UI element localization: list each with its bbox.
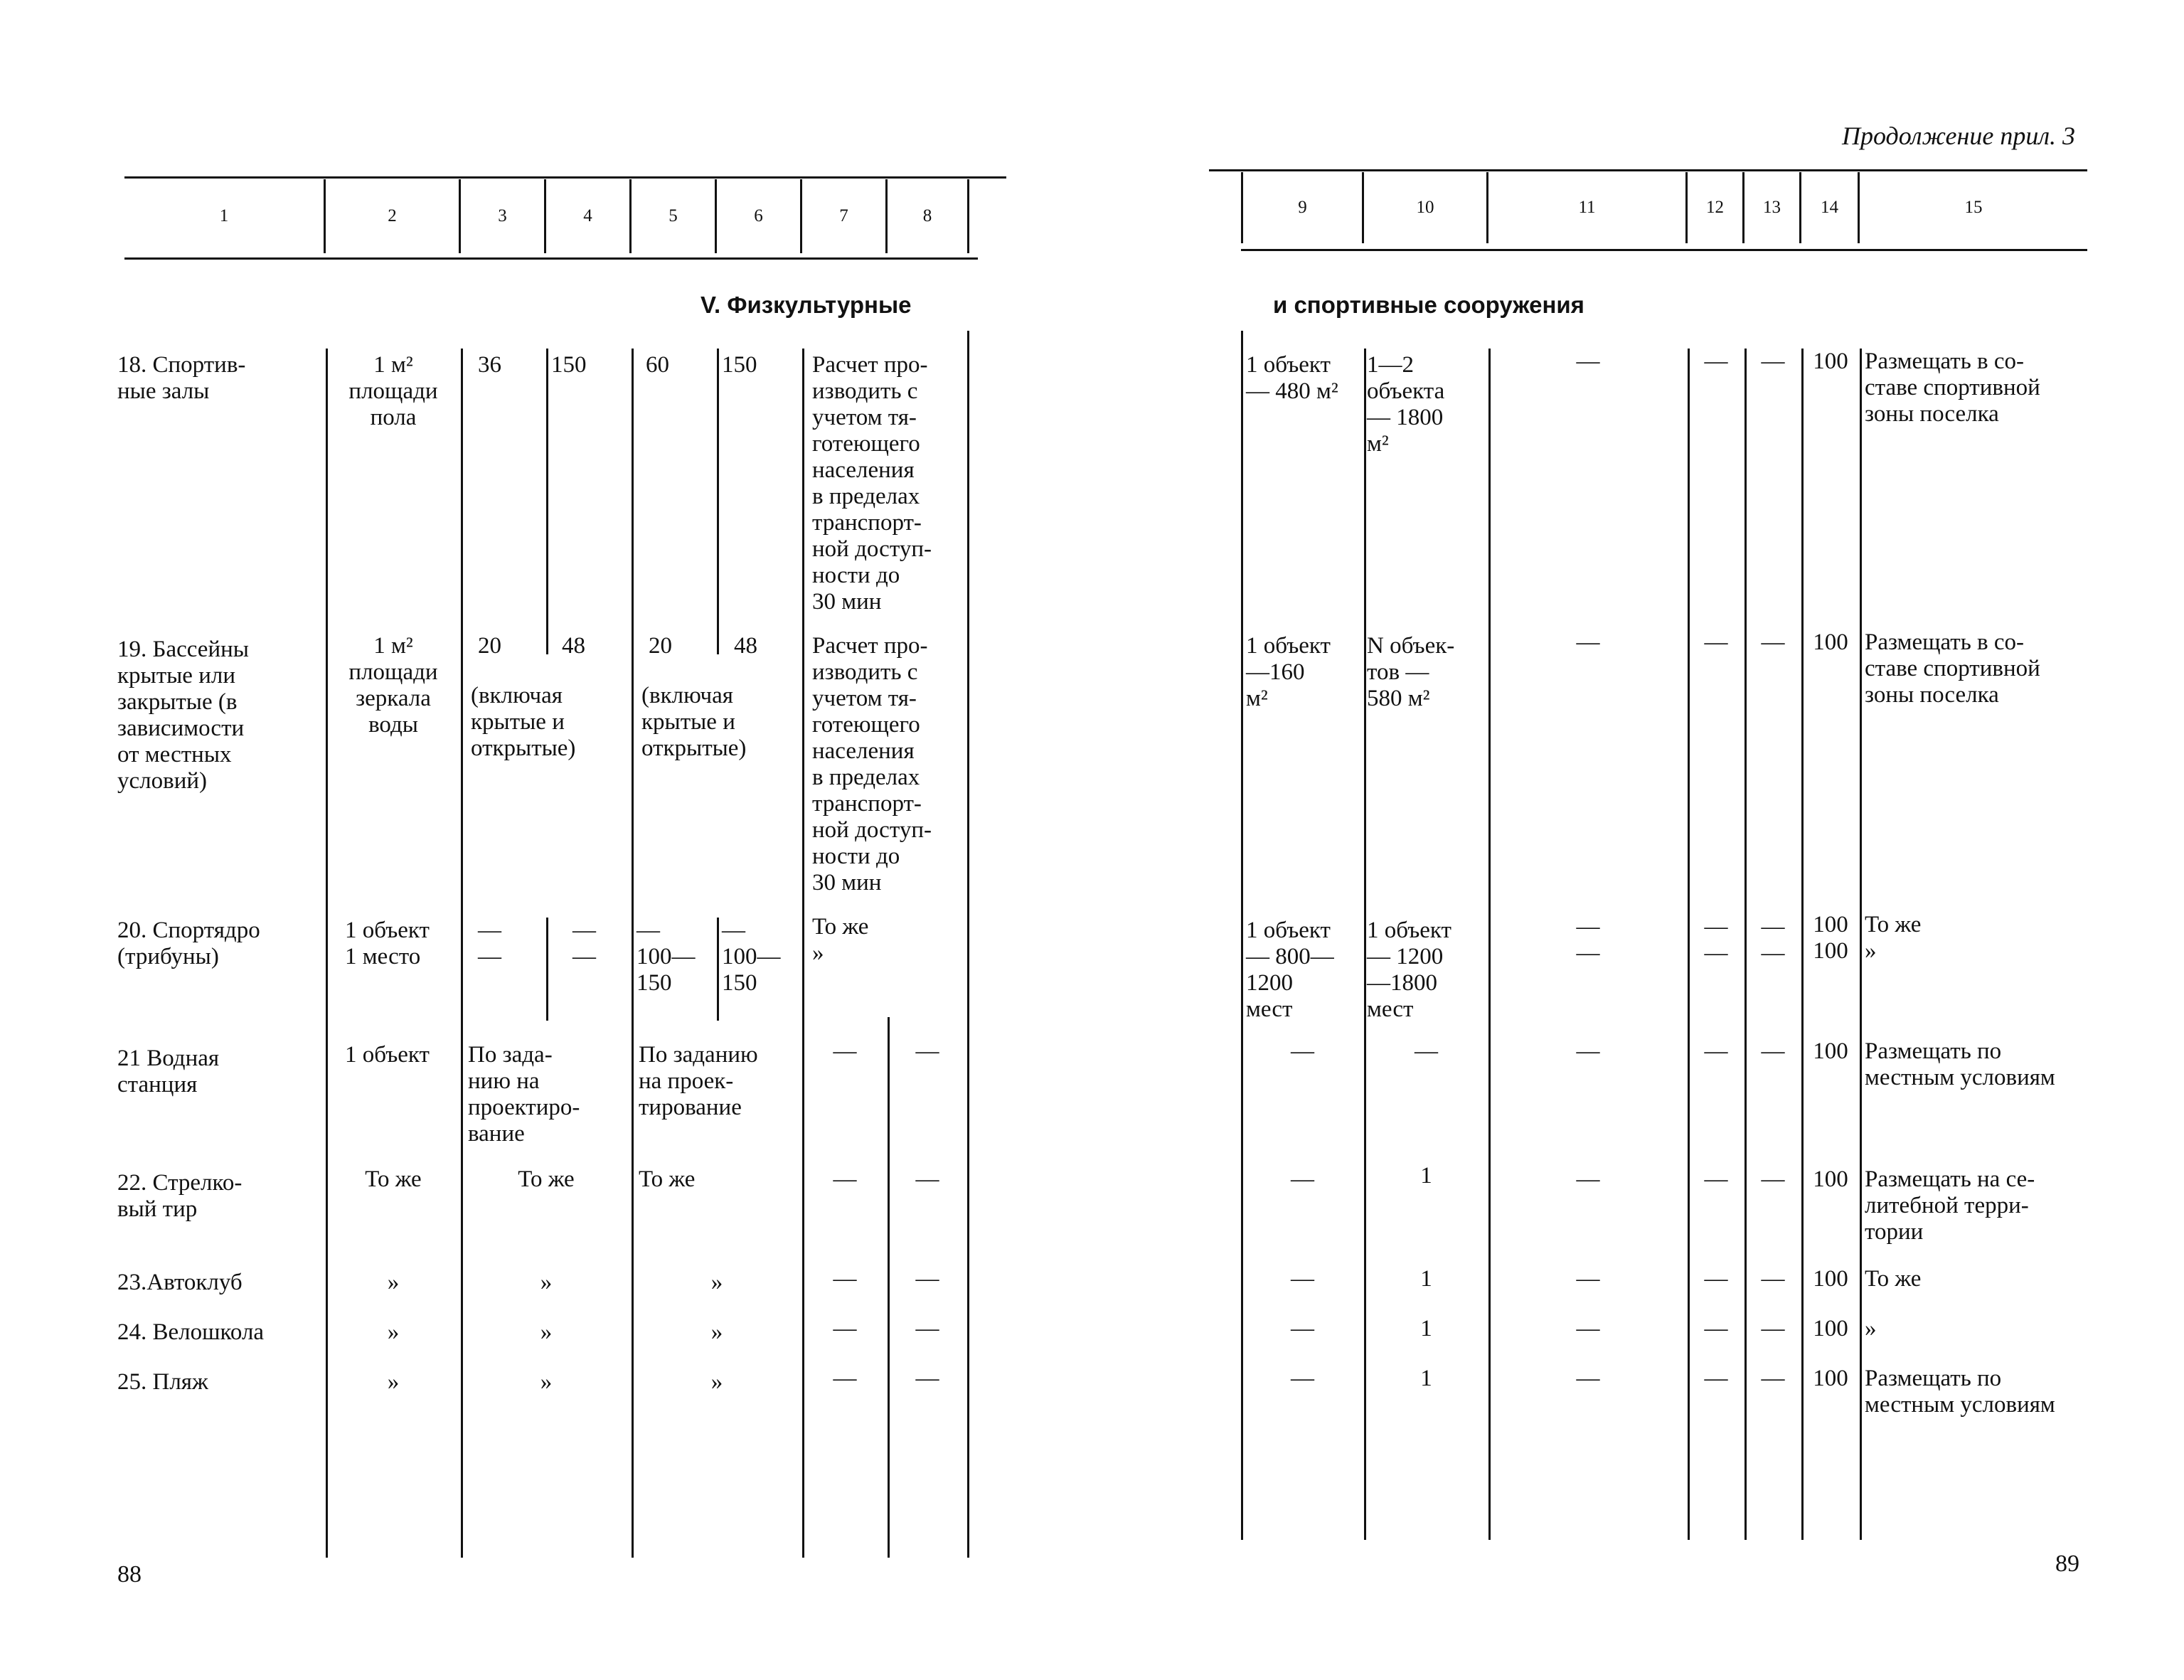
row20-name: 20. Спортядро (трибуны) — [117, 918, 260, 969]
row21-c34: По зада- нию на проектиро- вание — [468, 1042, 580, 1147]
row23-c34: » — [540, 1270, 553, 1295]
header-bottom-rule-right — [1241, 249, 2087, 251]
row21-unit: 1 объект — [345, 1042, 430, 1068]
row25-c7: — — [833, 1366, 857, 1391]
row23-c10: 1 — [1420, 1266, 1432, 1292]
body-sep-3-4-r18 — [546, 349, 548, 651]
row20-c6: — 100— 150 — [722, 918, 781, 996]
row23-c56: » — [710, 1270, 723, 1295]
row23-c12: — — [1704, 1266, 1728, 1292]
row18-c14: 100 — [1813, 349, 1848, 374]
col-header-8: 8 — [922, 206, 932, 225]
row24-c14: 100 — [1813, 1316, 1848, 1341]
row25-c56: » — [710, 1369, 723, 1395]
col-header-14: 14 — [1821, 198, 1838, 217]
body-sep-5-6-r20 — [717, 918, 719, 1021]
col-header-3: 3 — [498, 206, 507, 225]
row19-c15: Размещать в со- ставе спортивной зоны поселка — [1865, 629, 2040, 708]
row19-c10: N объек- тов — 580 м² — [1367, 633, 1455, 711]
row18-c3: 36 — [478, 352, 501, 378]
row24-c34: » — [540, 1319, 553, 1345]
row25-c12: — — [1704, 1366, 1728, 1391]
row25-name: 25. Пляж — [117, 1369, 208, 1395]
row20-c78: То же » — [812, 914, 869, 966]
header-top-rule-right — [1209, 169, 2087, 171]
col-header-13: 13 — [1763, 198, 1781, 217]
row20-c10: 1 объект — 1200 —1800 мест — [1367, 918, 1451, 1022]
row21-c14: 100 — [1813, 1038, 1848, 1064]
hdr-sep — [967, 179, 969, 253]
row19-c9: 1 объект —160 м² — [1246, 633, 1331, 711]
row24-c8: — — [915, 1316, 939, 1341]
col-header-4: 4 — [583, 206, 592, 225]
row24-c11: — — [1576, 1316, 1600, 1341]
row24-c10: 1 — [1420, 1316, 1432, 1341]
col-header-15: 15 — [1964, 198, 1983, 217]
row18-c9: 1 объект — 480 м² — [1246, 352, 1338, 404]
row25-c13: — — [1761, 1366, 1785, 1391]
col-header-1: 1 — [219, 206, 229, 225]
row22-c14: 100 — [1813, 1166, 1848, 1192]
row18-c6: 150 — [722, 352, 757, 378]
row21-c7: — — [833, 1038, 857, 1064]
row21-c10: — — [1415, 1038, 1438, 1064]
row18-c10: 1—2 объекта — 1800 м² — [1367, 352, 1445, 457]
row25-c11: — — [1576, 1366, 1600, 1391]
row24-c13: — — [1761, 1316, 1785, 1341]
row21-name: 21 Водная станция — [117, 1046, 220, 1097]
col-header-7: 7 — [839, 206, 848, 225]
row20-c11: — — — [1576, 914, 1600, 966]
row21-c9: — — [1291, 1038, 1314, 1064]
row22-c8: — — [915, 1166, 939, 1192]
row23-unit: » — [387, 1270, 400, 1295]
header-bottom-rule-left — [124, 257, 978, 260]
row25-c15: Размещать по местным условиям — [1865, 1366, 2055, 1418]
row19-c14: 100 — [1813, 629, 1848, 655]
body-sep-14-15 — [1860, 349, 1862, 1540]
page-number-left: 88 — [117, 1561, 142, 1588]
col-header-5: 5 — [668, 206, 678, 225]
row20-c3: — — — [478, 918, 501, 969]
col-header-9: 9 — [1298, 198, 1307, 217]
row18-c15: Размещать в со- ставе спортивной зоны поселка — [1865, 349, 2040, 427]
col-header-12: 12 — [1706, 198, 1724, 217]
row23-c11: — — [1576, 1266, 1600, 1292]
row22-c10: 1 — [1420, 1163, 1432, 1189]
row18-name: 18. Спортив- ные залы — [117, 352, 246, 404]
row19-c4: 48 — [562, 633, 585, 659]
page-number-right: 89 — [2055, 1551, 2079, 1577]
body-sep-5-6-r19 — [717, 633, 719, 654]
row21-c8: — — [915, 1038, 939, 1064]
row20-c15: То же » — [1865, 912, 1922, 964]
col-header-2: 2 — [388, 206, 397, 225]
row24-c56: » — [710, 1319, 723, 1345]
row18-c78: Расчет про- изводить с учетом тя- готеющего населения в пределах транспорт- ной доступ- ности до 30 мин — [812, 352, 932, 615]
row22-c9: — — [1291, 1166, 1314, 1192]
row24-c12: — — [1704, 1316, 1728, 1341]
row22-name: 22. Стрелко- вый тир — [117, 1170, 243, 1222]
col-header-11: 11 — [1578, 198, 1596, 217]
body-sep-9-10 — [1364, 349, 1366, 1540]
row23-name: 23.Автоклуб — [117, 1270, 243, 1295]
row19-name: 19. Бассейны крытые или закрытые (в зависимости от местных условий) — [117, 637, 249, 794]
row22-c13: — — [1761, 1166, 1785, 1192]
row24-c15: » — [1865, 1316, 1877, 1341]
row21-c56: По заданию на проек- тирование — [639, 1042, 758, 1120]
body-sep-5-6-r18 — [717, 349, 719, 651]
row23-c14: 100 — [1813, 1266, 1848, 1292]
col-header-6: 6 — [754, 206, 763, 225]
row23-c13: — — [1761, 1266, 1785, 1292]
row20-c5: — 100— 150 — [636, 918, 696, 996]
row22-unit: То же — [365, 1166, 422, 1192]
row19-unit: 1 м² площади зеркала воды — [348, 633, 438, 738]
row22-c11: — — [1576, 1166, 1600, 1192]
section-title-left: V. Физкультурные — [701, 292, 912, 318]
row18-c5: 60 — [646, 352, 669, 378]
row21-c11: — — [1576, 1038, 1600, 1064]
row19-c13: — — [1761, 629, 1785, 655]
row25-c8: — — [915, 1366, 939, 1391]
row25-c9: — — [1291, 1366, 1314, 1391]
row19-c5: 20 — [649, 633, 672, 659]
row18-c13: — — [1761, 349, 1785, 374]
running-head: Продолжение прил. 3 — [1842, 122, 2076, 150]
row19-c11: — — [1576, 629, 1600, 655]
row22-c34: То же — [518, 1166, 575, 1192]
row19-c12: — — [1704, 629, 1728, 655]
header-top-rule-left — [124, 176, 1006, 179]
row24-c9: — — [1291, 1316, 1314, 1341]
row23-c9: — — [1291, 1266, 1314, 1292]
row20-c12: — — — [1704, 914, 1728, 966]
row19-c6: 48 — [734, 633, 757, 659]
row19-c78: Расчет про- изводить с учетом тя- готеющего населения в пределах транспорт- ной доступ- ности до 30 мин — [812, 633, 932, 895]
row19-c34-note: (включая крытые и открытые) — [471, 683, 576, 761]
row23-c15: То же — [1865, 1266, 1922, 1292]
row25-c34: » — [540, 1369, 553, 1395]
row20-c13: — — — [1761, 914, 1785, 966]
row20-c14: 100 100 — [1813, 912, 1848, 964]
body-sep-1-2 — [326, 349, 328, 1558]
row19-c56-note: (включая крытые и открытые) — [641, 683, 747, 761]
row19-c3: 20 — [478, 633, 501, 659]
row20-c4: — — — [572, 918, 596, 969]
col-header-10: 10 — [1416, 198, 1434, 217]
row25-c14: 100 — [1813, 1366, 1848, 1391]
body-sep-3-4-r19 — [546, 633, 548, 654]
body-sep-3-4-r20 — [546, 918, 548, 1021]
row22-c12: — — [1704, 1166, 1728, 1192]
row18-c12: — — [1704, 349, 1728, 374]
row22-c56: То же — [639, 1166, 696, 1192]
row21-c15: Размещать по местным условиям — [1865, 1038, 2055, 1090]
section-title-right: и спортивные сооружения — [1273, 292, 1584, 318]
row24-name: 24. Велошкола — [117, 1319, 265, 1345]
row18-c4: 150 — [551, 352, 587, 378]
row18-c11: — — [1576, 349, 1600, 374]
row25-c10: 1 — [1420, 1366, 1432, 1391]
row18-unit: 1 м² площади пола — [348, 352, 438, 430]
row22-c15: Размещать на се- литебной терри- тории — [1865, 1166, 2035, 1245]
row21-c12: — — [1704, 1038, 1728, 1064]
row24-c7: — — [833, 1316, 857, 1341]
row23-c8: — — [915, 1266, 939, 1292]
row21-c13: — — [1761, 1038, 1785, 1064]
row25-unit: » — [387, 1369, 400, 1395]
row23-c7: — — [833, 1266, 857, 1292]
body-left-border-right — [1241, 331, 1243, 1540]
row20-unit: 1 объект 1 место — [345, 918, 430, 969]
row22-c7: — — [833, 1166, 857, 1192]
row24-unit: » — [387, 1319, 400, 1345]
row20-c9: 1 объект — 800— 1200 мест — [1246, 918, 1334, 1022]
